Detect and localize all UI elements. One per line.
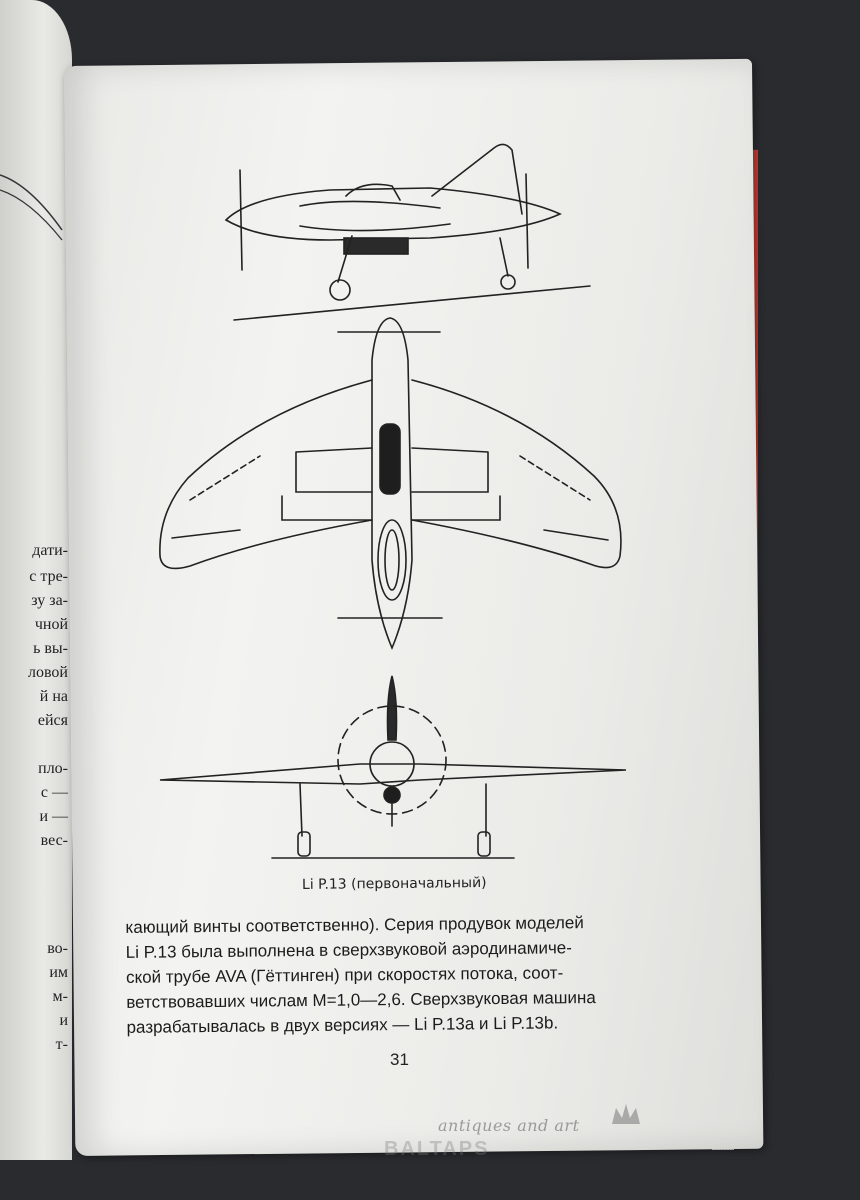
left-page-text-fragment: им <box>49 964 68 981</box>
left-page-text-fragment: дати- <box>32 542 68 559</box>
left-page-text-fragment: м- <box>52 988 68 1005</box>
body-line: Li P.13 была выполнена в сверхзвуковой аэродинамиче- <box>125 938 572 962</box>
body-line: кающий винты соответственно). Серия продувок моделей <box>125 913 584 937</box>
side-view <box>226 144 590 320</box>
left-page-text-fragment: т- <box>55 1036 68 1053</box>
left-page-text-fragment: с тре- <box>29 568 68 585</box>
left-page-text-fragment: ь вы- <box>33 640 68 657</box>
left-page-text-fragment: вес- <box>40 832 68 849</box>
left-page-text-fragment: с — <box>40 784 68 801</box>
top-view <box>160 318 621 648</box>
body-line: ветствовавших числам М=1,0—2,6. Сверхзвуковая машина <box>126 987 596 1012</box>
crown-icon <box>608 1100 644 1130</box>
watermark-text: antiques and art <box>438 1116 580 1135</box>
page-number: 31 <box>390 1050 409 1069</box>
figure-caption: Li P.13 (первоначальный) <box>301 875 487 893</box>
front-view <box>160 676 626 858</box>
left-page-text-fragment: чной <box>34 616 68 633</box>
left-page-text-fragment: и — <box>39 808 68 825</box>
body-line: разрабатывалась в двух версиях — Li P.13a и Li P.13b. <box>126 1013 559 1037</box>
left-page-text-fragment: пло- <box>38 760 68 777</box>
watermark-brand: BALTAPS <box>384 1138 490 1160</box>
left-page-text-fragment: й на <box>39 688 68 705</box>
left-page-text-fragment: и <box>59 1012 68 1029</box>
left-page-text-fragment: ловой <box>28 664 68 681</box>
body-paragraph <box>125 909 682 1040</box>
body-line: ской трубе AVA (Гёттинген) при скоростях потока, соот- <box>125 963 564 987</box>
left-page-text-fragment: зу за- <box>31 592 68 609</box>
left-page-text-fragment: ейся <box>37 712 68 729</box>
left-page-text-fragment: во- <box>47 940 68 957</box>
